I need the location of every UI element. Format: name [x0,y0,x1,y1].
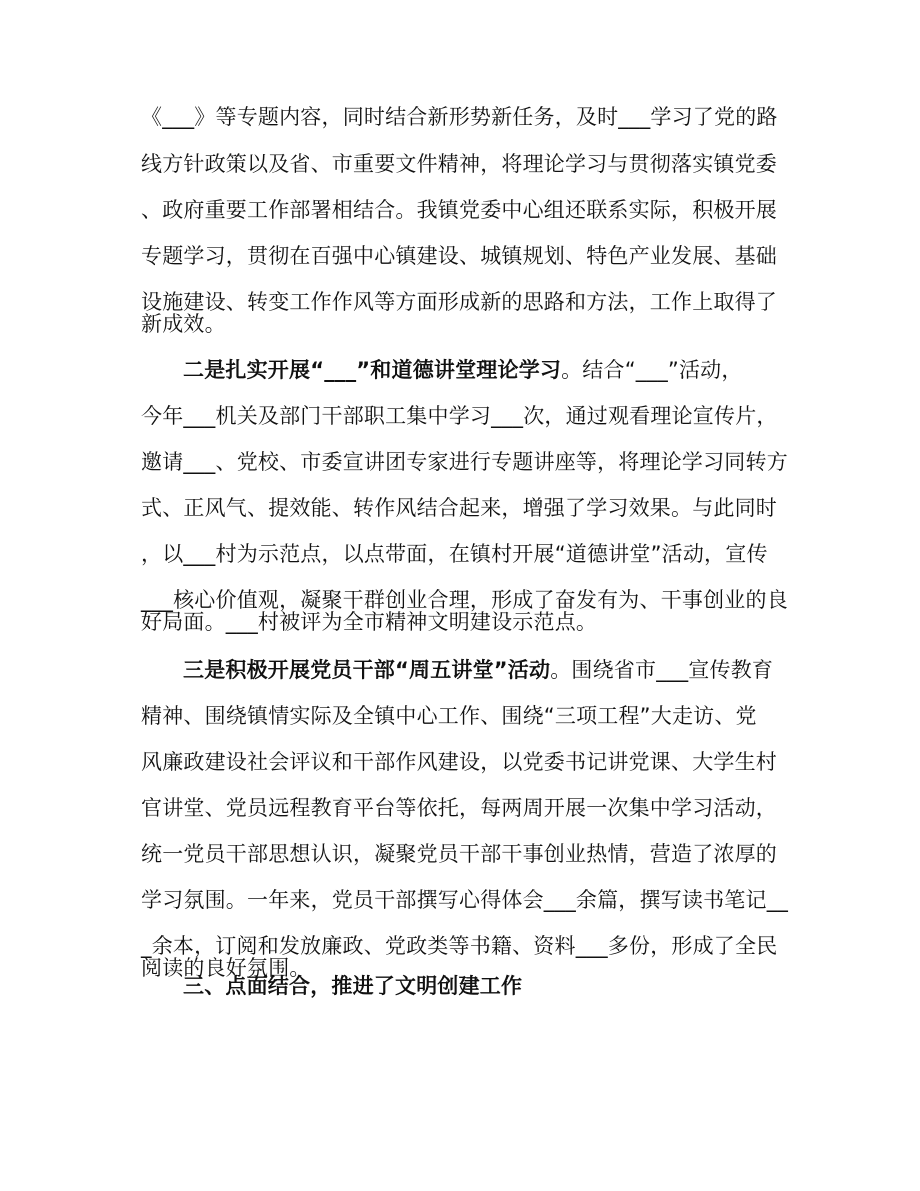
body-text-line: 设施建设、转变工作作风等方面形成新的思路和方法，工作上取得了 [141,290,777,314]
body-text-line: 邀请___、党校、市委宣讲团专家进行专题讲座等，将理论学习同转方 [141,450,788,474]
body-text-line: 新成效。 [141,312,226,336]
body-text-line: 《___》等专题内容，同时结合新形势新任务，及时___学习了党的路 [141,105,778,129]
body-text-line: ，以___村为示范点，以点带面，在镇村开展“道德讲堂”活动，宣传 [141,542,768,566]
paragraph-3-heading: 三是积极开展党员干部“周五讲堂”活动 [183,658,551,682]
paragraph-2-heading: 二是扎实开展“___”和道德讲堂理论学习 [183,358,562,382]
paragraph-2-text: 。结合“___”活动， [561,358,743,382]
body-text-line: 阅读的良好氛围。 [141,956,311,980]
body-text-line: 统一党员干部思想认识，凝聚党员干部干事创业热情，营造了浓厚的 [141,842,777,866]
body-text-line: 式、正风气、提效能、转作风结合起来，增强了学习效果。与此同时 [141,496,777,520]
paragraph-2-first-line [183,350,783,390]
body-text-line: 线方针政策以及省、市重要文件精神，将理论学习与贯彻落实镇党委 [141,152,777,176]
paragraph-3-text: 。围绕省市___宣传教育 [550,658,774,682]
paragraph-3-first-line [183,650,783,690]
body-text-line: 学习氛围。一年来，党员干部撰写心得体会___余篇，撰写读书笔记__ [141,888,789,912]
body-text-line: _余本，订阅和发放廉政、党政类等书籍、资料___多份，形成了全民 [141,934,778,958]
body-text-line: 今年___机关及部门干部职工集中学习___次，通过观看理论宣传片， [141,404,778,428]
body-text-line: 精神、围绕镇情实际及全镇中心工作、围绕“三项工程”大走访、党 [141,704,757,728]
body-text-line: 专题学习，贯彻在百强中心镇建设、城镇规划、特色产业发展、基础 [141,244,777,268]
body-text-line: 官讲堂、党员远程教育平台等依托，每两周开展一次集中学习活动， [141,796,777,820]
body-text-line: 好局面。___村被评为全市精神文明建设示范点。 [141,610,598,634]
section-heading: 三、点面结合，推进了文明创建工作 [183,974,523,998]
body-text-line: 风廉政建设社会评议和干部作风建设，以党委书记讲党课、大学生村 [141,750,777,774]
body-text-line: ___核心价值观，凝聚干群创业合理，形成了奋发有为、干事创业的良 [141,588,788,612]
body-text-line: 、政府重要工作部署相结合。我镇党委中心组还联系实际，积极开展 [141,198,777,222]
